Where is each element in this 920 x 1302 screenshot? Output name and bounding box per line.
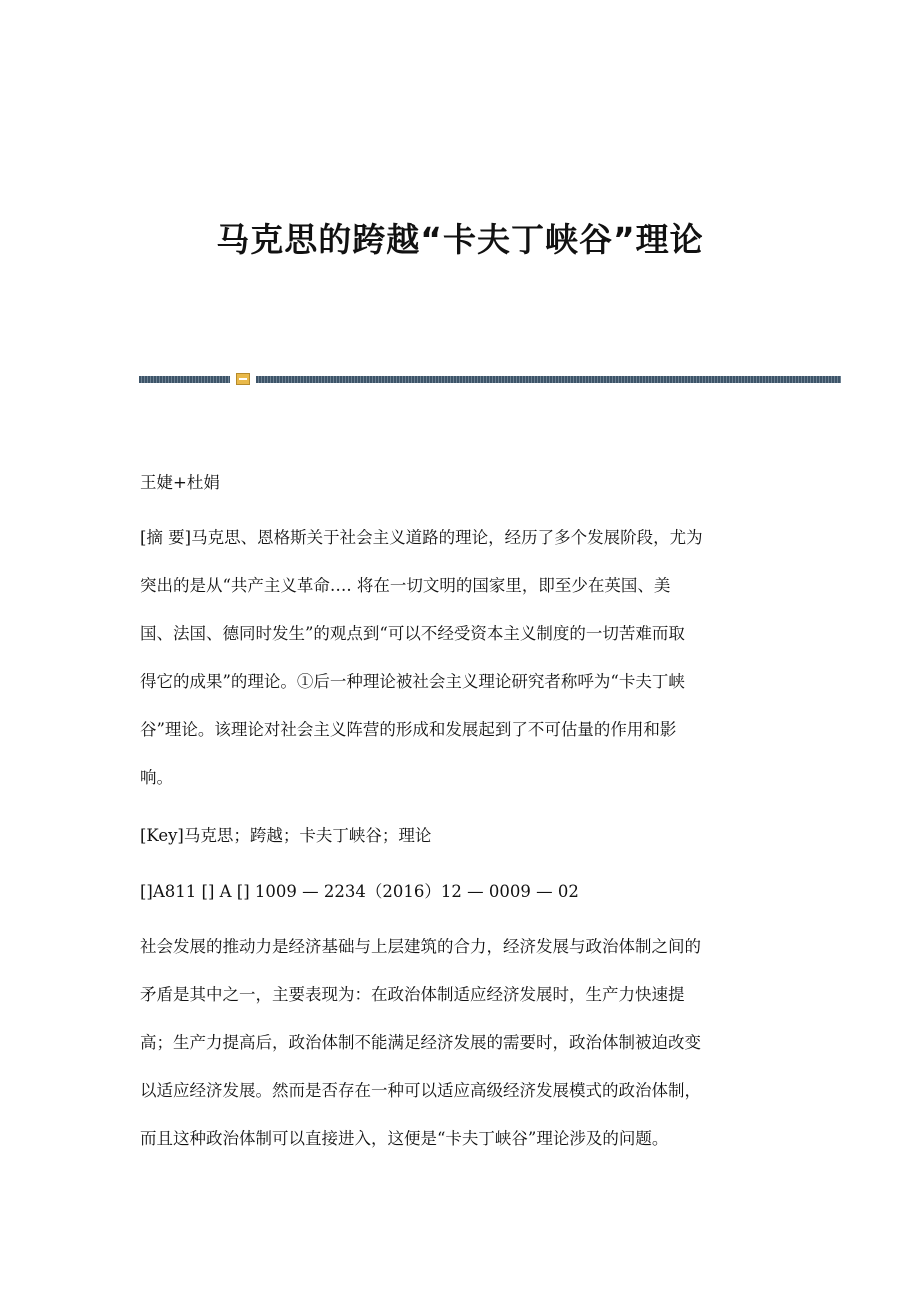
body-line: 而且这种政治体制可以直接进入，这便是“卡夫丁峡谷”理论涉及的问题。 <box>140 1129 669 1148</box>
divider-bar-left <box>139 376 230 383</box>
abstract-line: 谷”理论。该理论对社会主义阵营的形成和发展起到了不可估量的作用和影 <box>140 720 677 739</box>
abstract-line: 国、法国、德同时发生”的观点到“可以不经受资本主义制度的一切苦难而取 <box>140 624 685 643</box>
abstract-line: [摘 要]马克思、恩格斯关于社会主义道路的理论，经历了多个发展阶段，尤为 <box>140 528 703 547</box>
body-line: 高；生产力提高后，政治体制不能满足经济发展的需要时，政治体制被迫改变 <box>140 1033 701 1052</box>
abstract-line: 得它的成果”的理论。①后一种理论被社会主义理论研究者称呼为“卡夫丁峡 <box>140 672 685 691</box>
body-paragraph <box>140 937 790 1177</box>
body-line: 以适应经济发展。然而是否存在一种可以适应高级经济发展模式的政治体制， <box>140 1081 701 1100</box>
keywords-line: [Key]马克思；跨越；卡夫丁峡谷；理论 <box>140 826 432 845</box>
abstract-line: 突出的是从“共产主义革命…. 将在一切文明的国家里，即至少在英国、美 <box>140 576 671 595</box>
abstract <box>140 528 790 816</box>
body-line: 矛盾是其中之一，主要表现为：在政治体制适应经济发展时，生产力快速提 <box>140 985 685 1004</box>
divider-ornament-icon <box>236 373 250 385</box>
body-line: 社会发展的推动力是经济基础与上层建筑的合力，经济发展与政治体制之间的 <box>140 937 701 956</box>
divider-bar-right <box>256 376 841 383</box>
abstract-line: 响。 <box>140 768 173 787</box>
classification-line: []A811 [] A [] 1009 — 2234（2016）12 — 0009 — 02 <box>140 882 579 901</box>
title-divider <box>139 373 841 385</box>
document-title: 马克思的跨越“卡夫丁峡谷”理论 <box>216 220 704 259</box>
author-line: 王婕+杜娟 <box>140 473 220 492</box>
